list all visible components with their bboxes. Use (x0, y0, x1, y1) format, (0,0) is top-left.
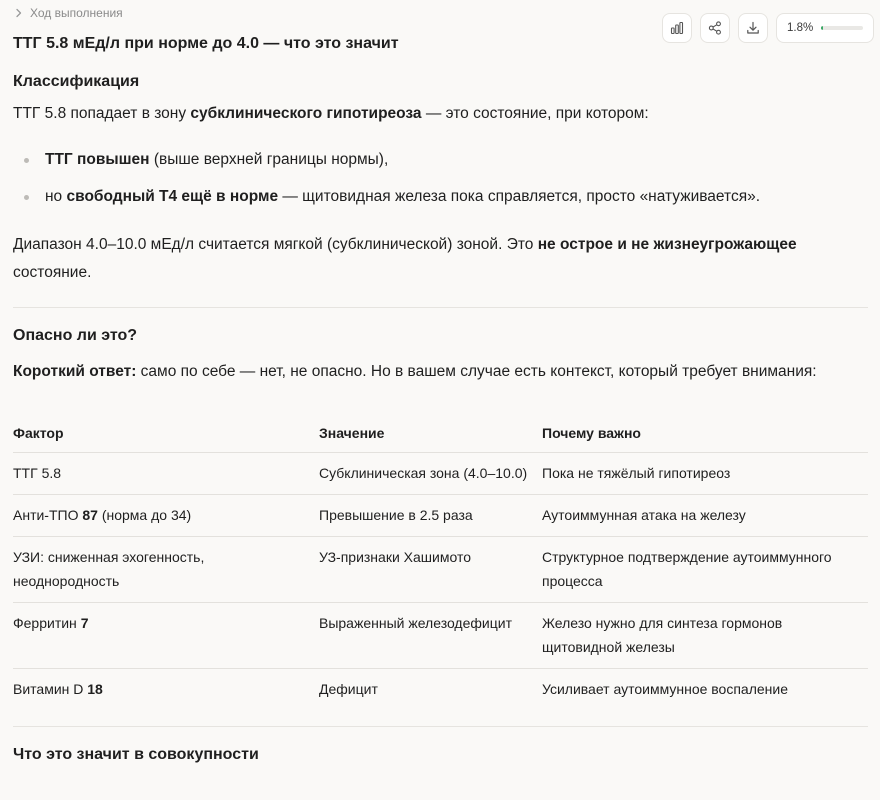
cell-why: Железо нужно для синтеза гормонов щитовидной железы (542, 603, 868, 669)
table-row (13, 495, 868, 537)
section-heading-summary: Что это значит в совокупности (13, 746, 259, 763)
classification-intro: ТТГ 5.8 попадает в зону субклинического гипотиреоза — это состояние, при котором: (13, 105, 649, 122)
cell-value: Выраженный железодефицит (319, 603, 542, 669)
cell-factor: ТТГ 5.8 (13, 453, 319, 495)
table-row (13, 603, 868, 669)
list-item: ТТГ повышен (выше верхней границы нормы), (13, 146, 868, 174)
column-header-value: Значение (319, 414, 542, 453)
cell-why: Аутоиммунная атака на железу (542, 495, 868, 537)
cell-value: Дефицит (319, 681, 378, 697)
cell-value: УЗ-признаки Хашимото (319, 537, 542, 603)
column-header-factor: Фактор (13, 414, 319, 453)
section-heading-danger: Опасно ли это? (13, 327, 138, 344)
cell-factor: Анти-ТПО 87 (норма до 34) (13, 495, 319, 537)
list-item: но свободный Т4 ещё в норме — щитовидная железа пока справляется, просто «натуживается». (13, 183, 868, 211)
message-content (13, 34, 868, 765)
cell-why: Структурное подтверждение аутоиммунного процесса (542, 537, 868, 603)
progress-track (821, 26, 863, 30)
cell-why: Пока не тяжёлый гипотиреоз (542, 453, 868, 495)
progress-fill (821, 26, 823, 30)
section-heading-classification: Классификация (13, 73, 140, 90)
classification-bullets (13, 146, 868, 211)
short-answer: Короткий ответ: само по себе — нет, не опасно. Но в вашем случае есть контекст, который требует внимания: (13, 363, 817, 380)
table-row (13, 537, 868, 603)
cell-factor: УЗИ: сниженная эхогенность, неоднородность (13, 537, 319, 603)
cell-factor: Витамин D 18 (13, 681, 103, 697)
breadcrumb[interactable] (14, 6, 123, 20)
cell-why: Усиливает аутоиммунное воспаление (542, 681, 789, 697)
column-header-why: Почему важно (542, 414, 868, 453)
chevron-right-icon (14, 8, 24, 18)
classification-term: субклинического гипотиреоза (190, 105, 422, 122)
table-row (13, 669, 868, 711)
breadcrumb-label: Ход выполнения (30, 6, 123, 20)
page-title: ТТГ 5.8 мЕд/л при норме до 4.0 — что это значит (13, 35, 399, 52)
table-header-row (13, 414, 868, 453)
cell-value: Превышение в 2.5 раза (319, 495, 542, 537)
cell-value: Субклиническая зона (4.0–10.0) (319, 453, 542, 495)
factors-table (13, 414, 868, 710)
cell-factor: Ферритин 7 (13, 603, 319, 669)
table-row (13, 453, 868, 495)
top-bar (0, 0, 880, 34)
range-paragraph: Диапазон 4.0–10.0 мЕд/л считается мягкой (субклинической) зоной. Это не острое и не жизнеугрожающее состояние. (13, 236, 797, 281)
progress-percent: 1.8% (787, 22, 814, 34)
